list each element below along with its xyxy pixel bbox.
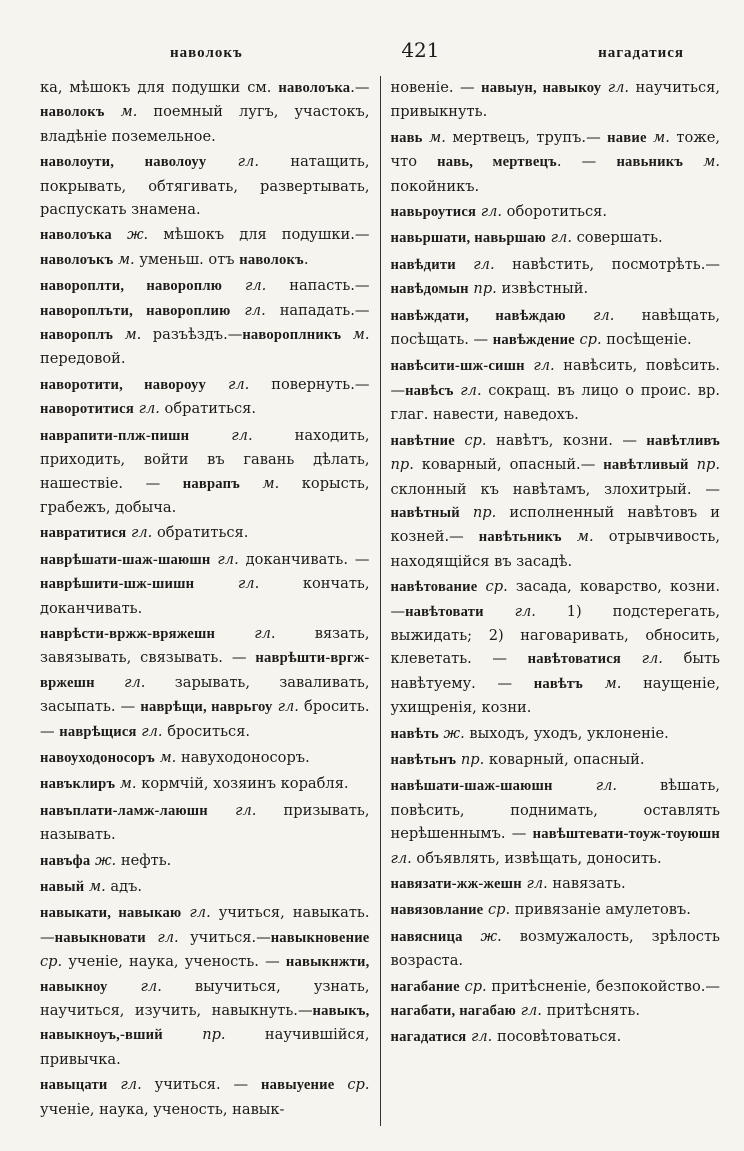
dictionary-entry bbox=[40, 424, 370, 520]
headword: нагабание bbox=[390, 978, 460, 995]
headword: навѣтьнъ bbox=[390, 751, 457, 768]
headword: навѣтование bbox=[390, 579, 478, 596]
grammar-label: гл. bbox=[272, 698, 299, 716]
grammar-label: гл. bbox=[126, 524, 153, 542]
grammar-label: м. bbox=[154, 748, 177, 766]
grammar-label: ж. bbox=[462, 927, 502, 945]
definition-text: доканчивать. — bbox=[238, 550, 370, 568]
dictionary-entry bbox=[390, 126, 720, 198]
definition-text: коварный, опасный.— bbox=[413, 456, 604, 474]
definition-text: коварный, опасный. bbox=[484, 750, 645, 768]
definition-text: навѣсить, повѣсить.— bbox=[390, 357, 720, 399]
headword: навь, мертвецъ bbox=[437, 154, 557, 171]
headword: навѣтоватися bbox=[527, 651, 622, 668]
definition-text: кончать, доканчивать. bbox=[40, 575, 370, 617]
headword: навый bbox=[40, 879, 85, 895]
definition-text: притѣснять. bbox=[541, 1002, 641, 1020]
headword: нагадатися bbox=[390, 1029, 467, 1046]
dictionary-entry bbox=[390, 304, 720, 353]
grammar-label: м. bbox=[582, 674, 622, 692]
dictionary-entry bbox=[40, 1073, 370, 1121]
headword: навѣтовати bbox=[405, 603, 484, 620]
page-number: 421 bbox=[401, 38, 440, 62]
definition-text: обратиться. bbox=[159, 400, 256, 418]
dictionary-entry bbox=[390, 253, 720, 302]
headword: навыкновати bbox=[54, 929, 146, 946]
headword: навь bbox=[390, 129, 423, 146]
definition-text: быть навѣтуему. — bbox=[390, 650, 720, 692]
grammar-label: м. bbox=[239, 474, 280, 492]
dictionary-entry bbox=[40, 521, 370, 545]
running-head-left: наволокъ bbox=[170, 45, 243, 61]
running-head-right: нагадатися bbox=[598, 45, 684, 61]
dictionary-entry bbox=[40, 772, 370, 796]
dictionary-entry bbox=[390, 748, 720, 772]
page-header bbox=[40, 38, 714, 68]
headword: навѣтьникъ bbox=[478, 529, 562, 546]
grammar-label: гл. bbox=[621, 650, 663, 668]
grammar-label: гл. bbox=[230, 301, 266, 319]
headword: навѣждати, навѣждаю bbox=[390, 307, 566, 324]
definition-text: обратиться. bbox=[152, 524, 249, 542]
headword: навѣтливъ bbox=[646, 432, 720, 449]
dictionary-entry bbox=[40, 875, 370, 899]
headword: наворотити, навороуу bbox=[40, 376, 206, 393]
definition-text: извѣстный. bbox=[496, 280, 589, 298]
headword: наврапити-плж-пишн bbox=[40, 427, 190, 444]
definition-text: исполненный навѣтовъ и козней.— bbox=[390, 503, 720, 546]
definition-text: учиться. — bbox=[141, 1076, 262, 1094]
headword: навясница bbox=[390, 928, 463, 945]
headword: навыкъ, навыкноуъ,-вший bbox=[40, 1003, 370, 1044]
headword: навѣдити bbox=[390, 256, 456, 273]
definition-text: уменьш. отъ bbox=[134, 250, 240, 268]
dictionary-entry bbox=[40, 901, 370, 1071]
dictionary-entry bbox=[390, 975, 720, 1024]
headword: наволоути, наволоуу bbox=[40, 154, 207, 171]
definition-text: выучиться, узнать, научиться, изучить, навыкнуть.— bbox=[40, 977, 370, 1020]
grammar-label: пр. bbox=[459, 503, 497, 521]
grammar-label: гл. bbox=[145, 928, 179, 946]
grammar-label: м. bbox=[646, 128, 670, 146]
definition-text: .— bbox=[350, 79, 370, 96]
definition-text: вѣшать, повѣсить, поднимать, оставлять нерѣшеннымъ. — bbox=[390, 777, 720, 843]
headword: навѣдомын bbox=[390, 281, 469, 298]
dictionary-entry bbox=[40, 274, 370, 371]
grammar-label: гл. bbox=[215, 624, 276, 642]
headword: навъфа bbox=[40, 852, 91, 869]
grammar-label: гл. bbox=[181, 904, 211, 922]
definition-text: отрывчивость, находящійся въ засадѣ. bbox=[390, 528, 720, 570]
grammar-label: ср. bbox=[454, 431, 487, 449]
grammar-label: ср. bbox=[483, 901, 511, 919]
headword: навороплъ bbox=[40, 327, 114, 344]
dictionary-entry bbox=[40, 622, 370, 744]
grammar-label: гл. bbox=[194, 575, 260, 593]
grammar-label: пр. bbox=[468, 280, 497, 298]
grammar-label: гл. bbox=[107, 977, 162, 995]
grammar-label: гл. bbox=[222, 277, 267, 295]
definition-text: повернуть.— bbox=[249, 375, 370, 393]
headword: наврѣсти-вржж-вряжешн bbox=[40, 625, 216, 642]
headword: наволокъ bbox=[40, 104, 105, 121]
definition-text: поемный лугъ, участокъ, владѣніе поземельное. bbox=[40, 103, 370, 145]
grammar-label: ср. bbox=[477, 578, 508, 596]
grammar-label: м. bbox=[341, 326, 370, 344]
grammar-label: гл. bbox=[207, 801, 257, 819]
definition-text: оборотиться. bbox=[502, 203, 608, 221]
definition-text: научиться, привыкнуть. bbox=[390, 79, 720, 121]
definition-text: натащить, покрывать, обтягивать, развертывать, распускать знамена. bbox=[40, 153, 370, 219]
grammar-label: гл. bbox=[601, 79, 630, 96]
headword: навѣждение bbox=[492, 332, 575, 349]
headword: нагабати, нагабаю bbox=[390, 1003, 516, 1020]
definition-text: кормчій, хозяинъ корабля. bbox=[136, 775, 349, 793]
grammar-label: м. bbox=[113, 326, 142, 344]
definition-text: привязаніе амулетовъ. bbox=[510, 901, 691, 919]
grammar-label: гл. bbox=[189, 426, 253, 444]
definition-text: новеніе. — bbox=[390, 79, 482, 96]
definition-text: навѣщать, посѣщать. — bbox=[390, 306, 720, 349]
headword: навыкновение bbox=[270, 929, 370, 946]
headword: навѣтъ bbox=[533, 675, 583, 692]
definition-text: ка, мѣшокъ для подушки см. bbox=[40, 79, 279, 96]
definition-text: вязать, завязывать, связывать. — bbox=[40, 624, 370, 667]
dictionary-entry bbox=[390, 226, 720, 250]
definition-text: корысть, грабежъ, добыча. bbox=[40, 474, 370, 516]
definition-text: покойникъ. bbox=[390, 177, 480, 195]
headword: навѣтливый bbox=[603, 457, 689, 474]
definition-text: броситься. bbox=[162, 722, 251, 740]
headword: навьникъ bbox=[616, 154, 684, 171]
grammar-label: гл. bbox=[453, 381, 482, 399]
headword: навѣтние bbox=[390, 432, 455, 449]
headword: навѣсъ bbox=[405, 382, 454, 399]
definition-text: объявлять, извѣщать, доносить. bbox=[411, 849, 662, 867]
headword: навороплти, навороплю bbox=[40, 278, 223, 295]
grammar-label: гл. bbox=[136, 722, 163, 740]
headword: навие bbox=[607, 129, 647, 146]
grammar-label: гл. bbox=[515, 1002, 542, 1020]
grammar-label: гл. bbox=[94, 673, 146, 691]
grammar-label: гл. bbox=[206, 375, 250, 393]
definition-text: ученіе, наука, ученость, навык- bbox=[40, 1100, 285, 1118]
definition-text: ученіе, наука, ученость. — bbox=[62, 953, 286, 971]
definition-text: нефть. bbox=[116, 851, 172, 869]
definition-text: зарывать, заваливать, засыпать. — bbox=[40, 673, 370, 716]
definition-text: призывать, называть. bbox=[40, 801, 370, 844]
headword: наврѣщи, наврьгоу bbox=[140, 699, 273, 716]
headword: навѣштевати-тоуж-тоуюшн bbox=[532, 826, 720, 843]
headword: наврѣшити-шж-шишн bbox=[40, 576, 195, 593]
grammar-label: ж. bbox=[111, 226, 149, 244]
dictionary-entry bbox=[390, 774, 720, 870]
grammar-label: гл. bbox=[552, 777, 617, 795]
headword: навязовлание bbox=[390, 902, 484, 919]
definition-text: совершать. bbox=[571, 229, 663, 247]
grammar-label: ж. bbox=[438, 724, 465, 742]
definition-text: посѣщеніе. bbox=[601, 331, 692, 349]
dictionary-entry bbox=[40, 373, 370, 422]
headword: навѣшати-шаж-шаюшн bbox=[390, 778, 553, 795]
grammar-label: пр. bbox=[390, 456, 414, 474]
grammar-label: гл. bbox=[524, 357, 555, 375]
definition-text: мертвецъ, трупъ.— bbox=[445, 128, 608, 146]
grammar-label: гл. bbox=[565, 306, 615, 324]
definition-text: навѣтъ, козни. — bbox=[486, 431, 647, 449]
definition-text: тоже, что bbox=[390, 128, 720, 171]
definition-text: выходъ, уходъ, уклоненіе. bbox=[464, 724, 669, 742]
grammar-label: гл. bbox=[107, 1076, 142, 1094]
headword: наврѣшти-вргж-вржешн bbox=[40, 650, 370, 691]
headword: навьршати, навьршаю bbox=[390, 230, 547, 247]
definition-text: напасть.— bbox=[266, 277, 370, 295]
headword: навъклиръ bbox=[40, 776, 116, 793]
headword: навъплати-ламж-лаюшн bbox=[40, 802, 208, 819]
dictionary-entry bbox=[40, 150, 370, 221]
definition-text: бросить. — bbox=[40, 698, 370, 740]
grammar-label: м. bbox=[84, 878, 106, 895]
grammar-label: гл. bbox=[466, 1028, 493, 1046]
headword: навыцати bbox=[40, 1077, 108, 1094]
grammar-label: гл. bbox=[455, 255, 495, 273]
definition-text: сокращ. въ лицо о проис. вр. глаг. навести, наведохъ. bbox=[390, 381, 720, 424]
grammar-label: гл. bbox=[546, 229, 572, 247]
grammar-label: м. bbox=[561, 528, 594, 546]
headword: наволоъкъ bbox=[40, 251, 114, 268]
grammar-label: ср. bbox=[459, 977, 487, 995]
grammar-label: м. bbox=[683, 153, 720, 171]
dictionary-entry bbox=[390, 200, 720, 224]
headword: навѣсити-шж-сишн bbox=[390, 358, 525, 375]
grammar-label: пр. bbox=[162, 1026, 226, 1044]
dictionary-entry bbox=[390, 1025, 720, 1049]
definition-text: учиться.— bbox=[178, 928, 271, 946]
right-column bbox=[384, 76, 720, 1126]
definition-text: адъ. bbox=[105, 878, 143, 895]
grammar-label: гл. bbox=[476, 203, 503, 221]
grammar-label: гл. bbox=[206, 153, 259, 171]
dictionary-entry bbox=[40, 548, 370, 620]
definition-text: навязать. bbox=[547, 875, 626, 892]
grammar-label: м. bbox=[113, 250, 135, 268]
dictionary-entry bbox=[390, 898, 720, 922]
definition-text: навуходоносоръ. bbox=[176, 748, 310, 766]
headword: навратитися bbox=[40, 525, 127, 542]
definition-text: разъѣздъ.— bbox=[141, 326, 243, 344]
headword: навѣть bbox=[390, 725, 439, 742]
definition-text: находить, приходить, войти въ гавань дѣлать, нашествіе. — bbox=[40, 426, 370, 492]
grammar-label: м. bbox=[104, 103, 138, 121]
dictionary-entry bbox=[390, 925, 720, 973]
dictionary-entry bbox=[40, 799, 370, 847]
definition-text: притѣсненіе, безпокойство.— bbox=[486, 977, 720, 995]
dictionary-columns bbox=[40, 76, 720, 1126]
grammar-label: ж. bbox=[90, 851, 117, 869]
grammar-label: ср. bbox=[334, 1076, 370, 1094]
dictionary-entry bbox=[390, 722, 720, 746]
definition-text: склонный къ навѣтамъ, злохитрый. — bbox=[390, 480, 720, 498]
definition-text: . bbox=[303, 250, 309, 268]
headword: навыуение bbox=[261, 1077, 335, 1094]
headword: навоуходоносоръ bbox=[40, 749, 155, 766]
headword: наволоъка bbox=[278, 80, 351, 96]
dictionary-entry bbox=[390, 354, 720, 426]
definition-text: мѣшокъ для подушки.— bbox=[148, 226, 370, 244]
headword: наворотитися bbox=[40, 401, 134, 418]
headword: навязати-жж-жешн bbox=[390, 876, 522, 892]
grammar-label: пр. bbox=[688, 456, 720, 474]
dictionary-entry bbox=[40, 223, 370, 272]
headword: навьроутися bbox=[390, 204, 477, 221]
definition-text: научившійся, привычка. bbox=[40, 1026, 370, 1068]
definition-text: посовѣтоваться. bbox=[492, 1028, 622, 1046]
definition-text: 1) подстерегать, выжидать; 2) наговаривать, обносить, клеветать. — bbox=[390, 602, 720, 668]
grammar-label: гл. bbox=[390, 849, 412, 867]
grammar-label: гл. bbox=[521, 875, 548, 892]
dictionary-entry bbox=[40, 849, 370, 873]
definition-text: навѣстить, посмотрѣть.— bbox=[494, 255, 720, 273]
dictionary-entry bbox=[390, 429, 720, 573]
dictionary-entry bbox=[40, 76, 370, 148]
headword: навыун, навыкоу bbox=[481, 80, 602, 96]
grammar-label: ср. bbox=[40, 953, 63, 971]
headword: навыкнжти, навыкноу bbox=[40, 954, 370, 995]
definition-text: передовой. bbox=[40, 350, 126, 368]
definition-text: возмужалость, зрѣлость возраста. bbox=[390, 927, 720, 970]
dictionary-entry bbox=[390, 872, 720, 896]
grammar-label: м. bbox=[422, 128, 446, 146]
grammar-label: м. bbox=[115, 775, 137, 793]
dictionary-entry bbox=[390, 76, 720, 124]
headword: навороплникъ bbox=[242, 327, 342, 344]
definition-text: засада, коварство, козни.— bbox=[390, 578, 720, 620]
dictionary-entry bbox=[390, 575, 720, 719]
grammar-label: пр. bbox=[456, 750, 485, 768]
column-divider bbox=[380, 76, 381, 1126]
headword: наврапъ bbox=[182, 475, 240, 492]
left-column bbox=[40, 76, 376, 1126]
headword: наврѣщися bbox=[59, 723, 137, 740]
definition-text: . — bbox=[556, 153, 617, 171]
headword: наврѣшати-шаж-шаюшн bbox=[40, 551, 211, 568]
dictionary-entry bbox=[40, 746, 370, 770]
headword: навороплъти, навороплию bbox=[40, 302, 231, 319]
definition-text: нападать.— bbox=[265, 301, 370, 319]
grammar-label: гл. bbox=[133, 400, 160, 418]
grammar-label: гл. bbox=[210, 550, 239, 568]
grammar-label: гл. bbox=[483, 602, 536, 620]
headword: навыкати, навыкаю bbox=[40, 905, 182, 922]
headword: наволокъ bbox=[239, 251, 304, 268]
headword: навѣтный bbox=[390, 504, 460, 521]
definition-text: учиться, навыкать.— bbox=[40, 904, 370, 946]
headword: наволоъка bbox=[40, 227, 112, 244]
definition-text: наущеніе, ухищренія, козни. bbox=[390, 674, 720, 717]
grammar-label: ср. bbox=[574, 331, 602, 349]
